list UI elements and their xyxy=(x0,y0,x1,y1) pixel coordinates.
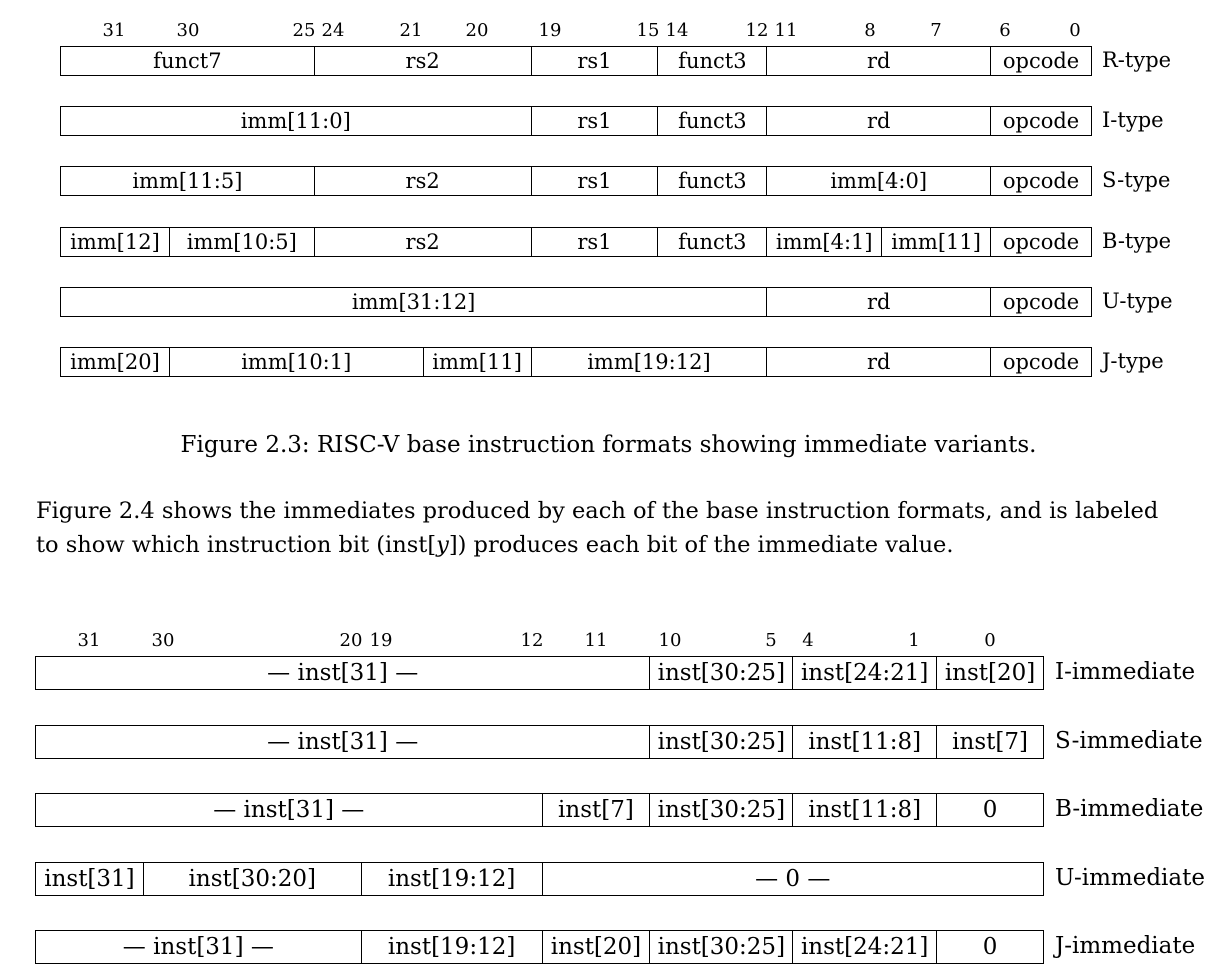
imm-bit-label-10: 10 xyxy=(658,630,682,651)
s-inst11-8-field: inst[11:8] xyxy=(793,726,937,758)
i-type-label: I-type xyxy=(1102,108,1164,132)
bit-label-14: 14 xyxy=(665,20,689,41)
r-funct7-field: funct7 xyxy=(61,47,315,75)
b-type-label: B-type xyxy=(1102,229,1172,253)
b-inst30-25-field: inst[30:25] xyxy=(650,794,793,826)
bit-label-30: 30 xyxy=(176,20,200,41)
imm-bit-label-11: 11 xyxy=(584,630,608,651)
i-inst24-21-field: inst[24:21] xyxy=(793,657,937,689)
imm-bit-label-0: 0 xyxy=(984,630,996,651)
j-inst30-25-field: inst[30:25] xyxy=(650,931,793,963)
i-type-row xyxy=(60,106,1092,136)
b-rs1-field: rs1 xyxy=(532,228,659,256)
paragraph-line-1: Figure 2.4 shows the immediates produced by each of the base instruction formats, and is labeled xyxy=(36,498,1159,524)
j-rd-field: rd xyxy=(767,348,991,376)
j-imm19-12-field: imm[19:12] xyxy=(532,348,768,376)
s-funct3-field: funct3 xyxy=(658,167,767,195)
u-opcode-field: opcode xyxy=(991,288,1092,316)
bit-label-6: 6 xyxy=(999,20,1011,41)
bit-label-12: 12 xyxy=(745,20,769,41)
b-immediate-label: B-immediate xyxy=(1055,796,1204,822)
j-type-row xyxy=(60,347,1092,377)
b-imm12-field: imm[12] xyxy=(61,228,170,256)
s-type-label: S-type xyxy=(1102,168,1171,192)
b-imm11-field: imm[11] xyxy=(882,228,991,256)
s-imm-low-field: imm[4:0] xyxy=(767,167,991,195)
i-rs1-field: rs1 xyxy=(532,107,659,135)
b-opcode-field: opcode xyxy=(991,228,1092,256)
bit-label-21: 21 xyxy=(399,20,423,41)
u-inst31-field: inst[31] xyxy=(36,863,144,895)
s-inst7-field: inst[7] xyxy=(937,726,1044,758)
b-inst7-field: inst[7] xyxy=(543,794,651,826)
imm-bit-label-1: 1 xyxy=(908,630,920,651)
j-immediate-label: J-immediate xyxy=(1055,933,1196,959)
r-type-row xyxy=(60,46,1092,76)
bit-label-19: 19 xyxy=(538,20,562,41)
bit-label-24: 24 xyxy=(321,20,345,41)
j-type-label: J-type xyxy=(1102,349,1164,373)
bit-label-25: 25 xyxy=(292,20,316,41)
u-zero-fill-field: — 0 — xyxy=(543,863,1045,895)
b-inst11-8-field: inst[11:8] xyxy=(793,794,937,826)
r-rs1-field: rs1 xyxy=(532,47,659,75)
b-zero-field: 0 xyxy=(937,794,1044,826)
paragraph-line-2 xyxy=(36,528,1211,562)
i-inst30-25-field: inst[30:25] xyxy=(650,657,793,689)
figure-caption: Figure 2.3: RISC-V base instruction formats showing immediate variants. xyxy=(180,432,1037,458)
j-immediate-row xyxy=(35,930,1044,964)
bit-label-15: 15 xyxy=(636,20,660,41)
s-rs1-field: rs1 xyxy=(532,167,659,195)
u-type-label: U-type xyxy=(1102,289,1173,313)
s-immediate-row xyxy=(35,725,1044,759)
paragraph-line-2-end: ]) produces each bit of the immediate value. xyxy=(448,532,954,558)
i-funct3-field: funct3 xyxy=(658,107,767,135)
bit-label-8: 8 xyxy=(864,20,876,41)
paragraph-line-2-start: to show which instruction bit (inst[ xyxy=(36,532,437,558)
b-sign-extension-field: — inst[31] — xyxy=(36,794,543,826)
u-immediate-label: U-immediate xyxy=(1055,865,1205,891)
bit-label-11: 11 xyxy=(774,20,798,41)
r-opcode-field: opcode xyxy=(991,47,1092,75)
i-opcode-field: opcode xyxy=(991,107,1092,135)
j-sign-extension-field: — inst[31] — xyxy=(36,931,362,963)
imm-bit-label-31: 31 xyxy=(77,630,101,651)
j-imm10-1-field: imm[10:1] xyxy=(170,348,424,376)
b-rs2-field: rs2 xyxy=(315,228,532,256)
r-rd-field: rd xyxy=(767,47,991,75)
i-rd-field: rd xyxy=(767,107,991,135)
body-paragraph xyxy=(36,494,1211,562)
r-funct3-field: funct3 xyxy=(658,47,767,75)
s-sign-extension-field: — inst[31] — xyxy=(36,726,650,758)
s-type-row xyxy=(60,166,1092,196)
j-inst20-field: inst[20] xyxy=(543,931,651,963)
j-zero-field: 0 xyxy=(937,931,1044,963)
bit-label-7: 7 xyxy=(930,20,942,41)
i-sign-extension-field: — inst[31] — xyxy=(36,657,650,689)
b-imm10-5-field: imm[10:5] xyxy=(170,228,315,256)
bit-label-20: 20 xyxy=(465,20,489,41)
u-type-row xyxy=(60,287,1092,317)
s-inst30-25-field: inst[30:25] xyxy=(650,726,793,758)
i-immediate-row xyxy=(35,656,1044,690)
r-type-label: R-type xyxy=(1102,48,1172,72)
bit-label-0: 0 xyxy=(1069,20,1081,41)
imm-bit-label-5: 5 xyxy=(765,630,777,651)
r-rs2-field: rs2 xyxy=(315,47,532,75)
b-funct3-field: funct3 xyxy=(658,228,767,256)
imm-bit-label-4: 4 xyxy=(802,630,814,651)
imm-bit-label-20: 20 xyxy=(339,630,363,651)
s-rs2-field: rs2 xyxy=(315,167,532,195)
j-imm20-field: imm[20] xyxy=(61,348,170,376)
i-inst20-field: inst[20] xyxy=(937,657,1044,689)
u-immediate-row xyxy=(35,862,1044,896)
paragraph-variable: y xyxy=(436,532,449,558)
s-opcode-field: opcode xyxy=(991,167,1092,195)
u-rd-field: rd xyxy=(767,288,991,316)
bit-label-31: 31 xyxy=(102,20,126,41)
imm-bit-label-19: 19 xyxy=(369,630,393,651)
b-type-row xyxy=(60,227,1092,257)
s-imm-high-field: imm[11:5] xyxy=(61,167,315,195)
s-immediate-label: S-immediate xyxy=(1055,728,1203,754)
imm-bit-label-12: 12 xyxy=(520,630,544,651)
u-inst30-20-field: inst[30:20] xyxy=(144,863,362,895)
j-inst24-21-field: inst[24:21] xyxy=(793,931,937,963)
imm-bit-label-30: 30 xyxy=(151,630,175,651)
i-immediate-label: I-immediate xyxy=(1055,659,1196,685)
b-immediate-row xyxy=(35,793,1044,827)
u-imm-field: imm[31:12] xyxy=(61,288,767,316)
b-imm4-1-field: imm[4:1] xyxy=(767,228,882,256)
j-inst19-12-field: inst[19:12] xyxy=(362,931,543,963)
j-imm11-field: imm[11] xyxy=(424,348,532,376)
i-imm-field: imm[11:0] xyxy=(61,107,532,135)
u-inst19-12-field: inst[19:12] xyxy=(362,863,543,895)
j-opcode-field: opcode xyxy=(991,348,1092,376)
